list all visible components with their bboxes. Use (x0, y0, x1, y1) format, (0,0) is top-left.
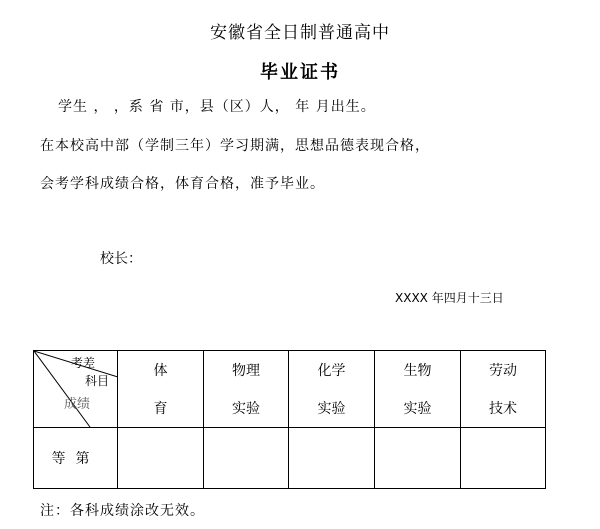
corner-label-top: 考差 (70, 356, 95, 370)
subject-label: 生物 (403, 363, 432, 379)
subject-label: 实验 (317, 401, 346, 417)
school-title: 安徽省全日制普通高中 (210, 23, 390, 43)
certificate-title: 毕业证书 (260, 62, 340, 83)
principal-signature-label: 校长： (100, 251, 142, 267)
footnote: 注：各科成绩涂改无效。 (40, 503, 205, 519)
subject-label: 技术 (489, 401, 517, 417)
subject-cell-chemistry-lab (289, 351, 375, 428)
grade-cell (461, 428, 546, 489)
subject-label: 劳动 (489, 363, 517, 379)
body-line-1: 学生 ， ，系 省 市，县（区）人， 年 月出生。 (58, 99, 376, 115)
subject-label: 实验 (403, 401, 432, 417)
table-header-row (34, 351, 546, 428)
table-row (34, 428, 546, 489)
grade-row-label: 等第 (34, 428, 118, 489)
grades-table (33, 350, 546, 489)
body-line-3: 会考学科成绩合格，体育合格，准予毕业。 (40, 176, 325, 192)
subject-cell-physics-lab (204, 351, 289, 428)
subject-label: 物理 (232, 363, 260, 379)
subject-label: 实验 (232, 401, 260, 417)
corner-label-bottom: 成绩 (64, 397, 91, 412)
body-line-2: 在本校高中部（学制三年）学习期满，思想品德表现合格， (40, 138, 430, 154)
subject-cell-labor-tech (461, 351, 546, 428)
issue-date: XXXX 年四月十三日 (395, 291, 504, 305)
grade-cell (118, 428, 204, 489)
grade-cell (289, 428, 375, 489)
table-corner-cell (34, 351, 118, 428)
corner-label-middle: 科目 (84, 374, 109, 388)
subject-label: 体 (153, 363, 168, 379)
grade-cell (375, 428, 461, 489)
subject-label: 化学 (317, 363, 346, 379)
subject-label: 育 (153, 401, 168, 417)
subject-cell-pe (118, 351, 204, 428)
subject-cell-biology-lab (375, 351, 461, 428)
grade-cell (204, 428, 289, 489)
